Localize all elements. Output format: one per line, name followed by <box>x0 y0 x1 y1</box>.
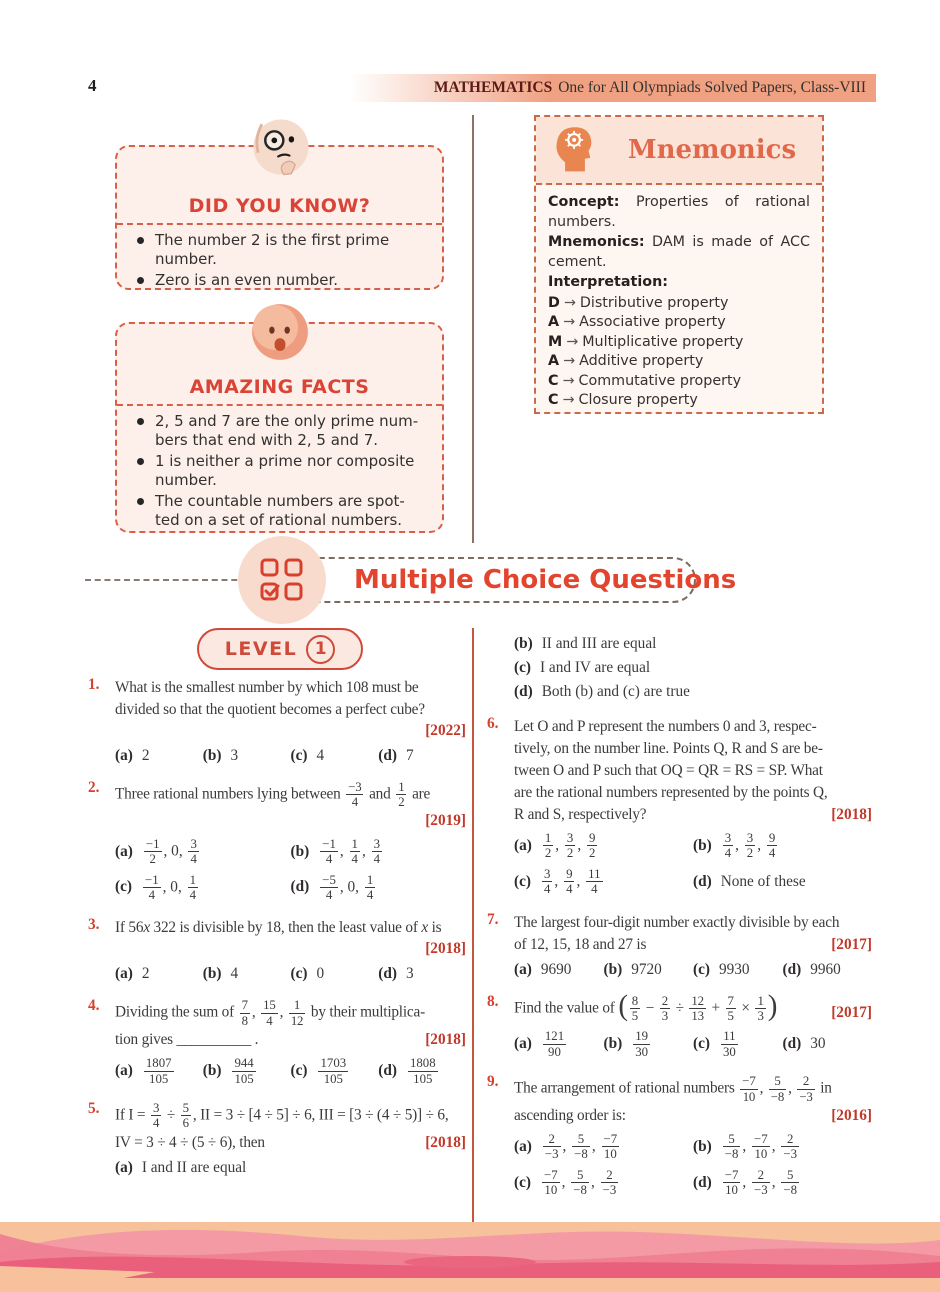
fact-item: 2, 5 and 7 are the only prime num- bers that end with 2, 5 and 7. <box>131 412 430 449</box>
option-label: (c) <box>693 960 710 978</box>
column-divider-top <box>472 115 474 543</box>
question-item <box>487 990 872 1063</box>
mcq-dashed-line-left <box>85 579 247 581</box>
year-tag: [2017] <box>831 935 872 953</box>
option <box>514 831 693 861</box>
did-you-know-facts <box>117 231 442 290</box>
option-text: $\frac{-1}{4}$ , $\frac{1}{4}$ , $\frac{3}{4}$ <box>322 836 381 867</box>
option-text: 2 <box>141 747 150 764</box>
option <box>291 873 467 903</box>
fact-item: The number 2 is the first prime number. <box>131 231 430 268</box>
option-label: (a) <box>514 1137 532 1155</box>
option-text: $\frac{-7}{10}$ , $\frac{5}{-8}$ , $\frac{2}{-3}$ <box>543 1167 617 1198</box>
option-label: (d) <box>378 1062 397 1080</box>
option-label: (c) <box>290 1062 308 1080</box>
question-item <box>487 715 872 900</box>
mnemonics-entry: Mnemonics: DAM is made of ACC cement. <box>548 234 810 270</box>
question-options <box>115 1053 466 1089</box>
option <box>514 1168 693 1198</box>
option <box>203 965 291 983</box>
option-label: (d) <box>782 960 802 978</box>
option-label: (c) <box>514 659 531 676</box>
option-text: 9930 <box>718 960 750 978</box>
question-item <box>88 1100 466 1180</box>
option <box>115 1159 466 1177</box>
question-text-line: tively, on the number line. Points Q, R and S are be- <box>514 740 823 757</box>
option-text: I and II are equal <box>141 1158 247 1176</box>
option-label: (b) <box>693 1137 712 1155</box>
thinking-face-monocle-icon <box>242 109 318 190</box>
question-text-line: tween O and P such that OQ = QR = RS = SP. What <box>514 762 823 779</box>
header-subject: MATHEMATICS <box>433 79 553 96</box>
option-text: $\frac{1807}{105}$ <box>145 1056 172 1086</box>
option-text: 9690 <box>540 960 572 978</box>
question-number: 6. <box>487 715 499 732</box>
option-label: (c) <box>290 965 308 983</box>
option <box>514 659 872 677</box>
fact-item: 1 is neither a prime nor composite number. <box>131 452 430 489</box>
option-text: $\frac{-1}{2}$ , 0, $\frac{3}{4}$ <box>145 836 197 867</box>
option-label: (c) <box>514 1173 531 1191</box>
question-options <box>514 828 872 900</box>
option <box>693 961 783 979</box>
mnemonics-entry: Concept: Properties of rational numbers. <box>548 194 810 230</box>
question-options <box>115 834 466 906</box>
option-label: (a) <box>115 965 133 983</box>
questions-column-left <box>88 676 466 1191</box>
option-label: (b) <box>202 747 222 764</box>
amazing-facts-title: AMAZING FACTS <box>117 376 442 406</box>
option-label: (a) <box>115 1062 133 1080</box>
question-number: 8. <box>487 992 499 1010</box>
question-item <box>487 1073 872 1200</box>
option <box>291 965 379 983</box>
option-label: (d) <box>782 1035 802 1053</box>
question-options <box>514 1129 872 1201</box>
option-label: (b) <box>603 1035 623 1053</box>
amazing-facts-box <box>115 322 444 533</box>
did-you-know-title: DID YOU KNOW? <box>117 195 442 225</box>
mnemonics-item: C → Closure property <box>548 392 698 408</box>
option-label: (a) <box>115 1158 133 1176</box>
year-line <box>115 811 466 831</box>
level-label: LEVEL <box>224 638 298 660</box>
amazing-facts-list <box>117 412 442 529</box>
question-text-line: If I = $\frac{3}{4}$ ÷ $\frac{5}{6}$ , II = 3 ÷ [4 ÷ 5] ÷ 6, III = [3 ÷ (4 ÷ 5)] ÷ 6, <box>115 1100 449 1131</box>
option-label: (d) <box>378 965 397 983</box>
mcq-title: Multiple Choice Questions <box>354 565 737 595</box>
question-text-line: Let O and P represent the numbers 0 and 3, respec- <box>514 718 817 735</box>
question-number: 3. <box>88 916 100 934</box>
option-text: 9960 <box>810 960 841 978</box>
mcq-banner <box>0 537 940 637</box>
question-text-line: Find the value of ( $\frac{8}{5}$ − $\frac{2}{3}$ ÷ $\frac{12}{13}$ + $\frac{7}{5}$ × $\frac{1}{3}$ ) [2017] <box>514 990 872 1023</box>
option <box>203 747 291 765</box>
question-text-line: divided so that the quotient becomes a perfect cube? <box>115 701 425 718</box>
option <box>115 873 291 903</box>
option-label: (c) <box>693 1035 710 1053</box>
year-tag: [2017] <box>831 1004 872 1022</box>
question-options-continued <box>487 629 872 704</box>
option-text: $\frac{19}{30}$ <box>635 1029 649 1059</box>
question-text-line: R and S, respectively? [2018] <box>514 806 872 823</box>
option <box>115 965 203 983</box>
mnemonics-entry: Interpretation: <box>548 274 668 290</box>
fact-item: The countable numbers are spot- ted on a set of rational numbers. <box>131 492 430 529</box>
mnemonics-item: A → Associative property <box>548 314 726 330</box>
question-options <box>115 962 466 986</box>
option-text: 30 <box>810 1035 826 1053</box>
year-tag: [2019] <box>425 811 466 829</box>
question-text-line: Dividing the sum of $\frac{7}{8}$ , $\frac{15}{4}$ , $\frac{1}{12}$ by their multiplica- <box>115 998 425 1028</box>
option-text: 4 <box>230 965 239 983</box>
option <box>514 683 872 701</box>
question-number: 1. <box>88 676 100 693</box>
option-text: 7 <box>405 747 414 764</box>
option <box>783 961 873 979</box>
mnemonics-item: M → Multiplicative property <box>548 333 744 350</box>
question-text-line: What is the smallest number by which 108 must be <box>115 679 419 696</box>
option-text: $\frac{1808}{105}$ <box>409 1056 436 1086</box>
did-you-know-box <box>115 145 444 290</box>
question-options <box>514 632 872 704</box>
option-text: $\frac{1703}{105}$ <box>320 1056 347 1086</box>
option-text: 0 <box>316 965 325 983</box>
page-number: 4 <box>88 76 97 95</box>
option <box>514 1029 604 1059</box>
question-number: 9. <box>487 1073 499 1091</box>
option-text: 4 <box>316 747 325 764</box>
question-text-line: IV = 3 ÷ 4 ÷ (5 ÷ 6), then [2018] <box>115 1133 466 1151</box>
head-gear-icon <box>548 121 602 180</box>
question-options <box>514 958 872 982</box>
year-tag: [2018] <box>425 1031 466 1049</box>
option-label: (d) <box>514 683 533 700</box>
option-text: Both (b) and (c) are true <box>541 683 690 700</box>
option <box>693 1168 872 1198</box>
option-label: (a) <box>514 960 532 978</box>
mnemonics-item: C → Commutative property <box>548 372 742 389</box>
option-label: (d) <box>693 872 712 890</box>
option <box>693 831 872 861</box>
year-tag: [2018] <box>831 806 872 823</box>
question-text-line: If 56x 322 is divisible by 18, then the least value of x is <box>115 919 442 937</box>
option-text: $\frac{1}{2}$ , $\frac{3}{2}$ , $\frac{9}{2}$ <box>544 831 596 861</box>
option-text: $\frac{-5}{4}$ , 0, $\frac{1}{4}$ <box>322 872 374 902</box>
mnemonics-item: A → Additive property <box>548 353 704 369</box>
option-text: $\frac{3}{4}$ , $\frac{3}{2}$ , $\frac{9}{4}$ <box>724 831 776 861</box>
level-number: 1 <box>306 635 335 664</box>
year-line <box>115 721 466 741</box>
option <box>514 961 604 979</box>
option-text: $\frac{944}{105}$ <box>234 1056 254 1086</box>
question-text-line: tion gives __________ . [2018] <box>115 1031 466 1049</box>
question-item <box>88 997 466 1089</box>
option <box>514 867 693 897</box>
option <box>291 837 467 867</box>
option-text: $\frac{121}{90}$ <box>544 1029 565 1059</box>
question-options <box>514 1026 872 1062</box>
option <box>693 867 872 897</box>
year-tag: [2018] <box>425 1133 466 1151</box>
option-text: I and IV are equal <box>539 659 651 676</box>
option-label: (c) <box>290 747 308 764</box>
option-label: (d) <box>378 747 397 764</box>
option-text: $\frac{2}{-3}$ , $\frac{5}{-8}$ , $\frac{-7}{10}$ <box>544 1131 618 1162</box>
question-text-line: of 12, 15, 18 and 27 is [2017] <box>514 935 872 953</box>
option <box>291 747 379 765</box>
mnemonics-header <box>536 117 822 185</box>
option-text: $\frac{-1}{4}$ , 0, $\frac{1}{4}$ <box>144 872 197 902</box>
option-text: $\frac{3}{4}$ , $\frac{9}{4}$ , $\frac{11}{4}$ <box>543 866 601 897</box>
option <box>604 1029 694 1059</box>
header-title: One for All Olympiads Solved Papers, Class-VIII <box>558 79 866 96</box>
option <box>378 1056 466 1086</box>
option-label: (b) <box>603 960 623 978</box>
question-text-line: are the rational numbers represented by the points Q, <box>514 784 828 801</box>
option <box>604 961 694 979</box>
option-text: 3 <box>230 747 239 764</box>
question-item <box>88 779 466 905</box>
option-text: 2 <box>141 965 150 983</box>
shocked-face-icon <box>244 296 316 373</box>
option-text: 3 <box>405 965 414 983</box>
option-label: (a) <box>514 1035 532 1053</box>
option-label: (a) <box>115 747 133 764</box>
option-label: (b) <box>290 842 310 860</box>
option-text: 9720 <box>631 960 662 978</box>
option-text: $\frac{-7}{10}$ , $\frac{2}{-3}$ , $\frac{5}{-8}$ <box>724 1167 798 1198</box>
option <box>514 1132 693 1162</box>
mnemonics-item: D → Distributive property <box>548 294 729 311</box>
option-label: (c) <box>115 878 132 896</box>
option-label: (b) <box>514 635 533 652</box>
option-label: (a) <box>115 842 133 860</box>
question-options <box>115 744 466 768</box>
checkbox-grid-icon <box>238 536 326 624</box>
option <box>693 1029 783 1059</box>
option-text: $\frac{11}{30}$ <box>722 1029 736 1059</box>
fact-item: Zero is an even number. <box>131 271 430 290</box>
option-label: (b) <box>202 965 222 983</box>
option-label: (d) <box>693 1173 712 1191</box>
decorative-footer-waves <box>0 1222 940 1292</box>
level-badge <box>197 628 363 670</box>
question-options <box>115 1156 466 1180</box>
option-text: $\frac{5}{-8}$ , $\frac{-7}{10}$ , $\frac{2}{-3}$ <box>724 1131 798 1162</box>
question-text-line: The largest four-digit number exactly divisible by each <box>514 913 840 931</box>
question-number: 5. <box>88 1099 100 1117</box>
column-divider-bottom <box>472 628 474 1240</box>
year-tag: [2018] <box>425 940 466 958</box>
question-text-line: Three rational numbers lying between $\frac{-3}{4}$ and $\frac{1}{2}$ are <box>115 780 431 810</box>
option-label: (a) <box>514 836 532 854</box>
year-tag: [2016] <box>831 1106 872 1124</box>
question-item <box>88 676 466 768</box>
mnemonics-box <box>534 115 824 414</box>
mnemonics-title: Mnemonics <box>627 135 797 165</box>
option <box>115 747 203 765</box>
questions-column-right <box>487 629 872 1211</box>
question-text-line: The arrangement of rational numbers $\frac{-7}{10}$ , $\frac{5}{-8}$ , $\frac{2}{-3}$ in <box>514 1074 832 1104</box>
option-label: (d) <box>290 878 310 896</box>
option <box>291 1056 379 1086</box>
option <box>378 747 466 765</box>
option <box>115 1056 203 1086</box>
question-number: 2. <box>88 779 100 796</box>
question-text-line: ascending order is: [2016] <box>514 1106 872 1124</box>
page-header-bar <box>350 74 876 102</box>
question-item <box>88 916 466 986</box>
option <box>783 1029 873 1059</box>
option <box>203 1056 291 1086</box>
question-item <box>487 911 872 982</box>
option <box>693 1132 872 1162</box>
option-label: (c) <box>514 872 531 890</box>
year-line <box>115 939 466 959</box>
option-label: (b) <box>202 1062 222 1080</box>
mnemonics-body <box>536 185 822 419</box>
option-text: II and III are equal <box>541 635 657 652</box>
option <box>378 965 466 983</box>
option <box>514 635 872 653</box>
year-tag: [2022] <box>425 722 466 739</box>
question-number: 7. <box>487 910 499 928</box>
option <box>115 837 291 867</box>
question-number: 4. <box>88 997 100 1015</box>
option-label: (b) <box>693 836 712 854</box>
option-text: None of these <box>720 872 806 890</box>
